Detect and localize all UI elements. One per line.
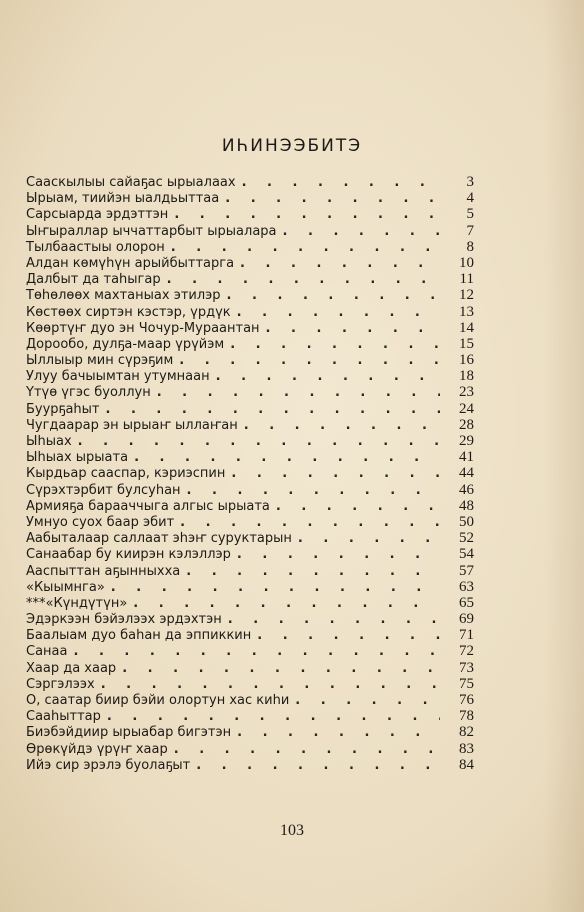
dot-leader [174,742,440,758]
toc-entry [26,563,474,579]
toc-entry-page: 15 [459,335,474,352]
toc-entry [26,174,474,190]
toc-entry-page: 52 [459,530,474,547]
toc-entry [26,190,474,206]
toc-entry-title: Санаа [26,644,68,660]
toc-entry-page: 83 [459,740,474,757]
dot-leader [295,693,440,709]
toc-entry-page: 48 [459,497,474,514]
toc-entry [26,449,474,465]
toc-entry [26,514,474,530]
page-number: 103 [280,822,304,839]
toc-entry [26,417,474,433]
toc-entry-page: 54 [459,546,474,563]
toc-entry-page: 73 [459,659,474,676]
toc-entry-page: 63 [459,578,474,595]
dot-leader [240,256,440,272]
page-edge-shadow [544,0,584,912]
toc-entry-title: Хаар да хаар [26,660,117,676]
toc-entry [26,643,474,659]
dot-leader [106,402,441,418]
toc-entry [26,401,474,417]
toc-entry-page: 28 [459,416,474,433]
toc-entry-page: 16 [459,352,474,369]
toc-entry-page: 7 [466,222,474,239]
toc-entry-page: 75 [459,675,474,692]
dot-leader [237,547,440,563]
toc-entry-page: 57 [459,562,474,579]
toc-entry-page: 72 [459,643,474,660]
toc-entry-title: Далбыт да таһыгар [26,272,161,288]
toc-entry-page: 3 [466,174,474,190]
dot-leader [237,305,440,321]
toc-entry-title: Тылбаастыы олорон [26,239,165,255]
toc-entry-title: Чугдаарар эн ырыаҥ ыллаҥан [26,417,238,433]
toc-entry-title: Сарсыарда эрдэттэн [26,207,169,223]
toc-entry [26,741,474,757]
dot-leader [242,175,440,191]
toc-entry-title: Армияҕа барааччыга алгыс ырыата [26,498,270,514]
toc-entry [26,676,474,692]
toc-entry-page: 78 [459,708,474,725]
dot-leader [134,450,440,466]
toc-entry-title: Ыҥыраллар ыччаттарбыт ырыалара [26,223,277,239]
dot-leader [230,337,440,353]
dot-leader [179,353,440,369]
toc-entry-title: Улуу бачыымтан утумнаан [26,369,210,385]
dot-leader [237,725,440,741]
toc-entry [26,595,474,611]
toc-entry-title: Биэбэйдиир ырыабар бигэтэн [26,725,232,741]
toc-entry [26,287,474,303]
toc-entry [26,579,474,595]
toc-entry [26,611,474,627]
dot-leader [283,224,440,240]
toc-entry-title: Кырдьар сааспар, кэриэспин [26,466,226,482]
dot-leader [298,531,440,547]
toc-entry-page: 84 [459,756,474,773]
contents-heading: ИҺИНЭЭБИТЭ [221,136,363,156]
dot-leader [276,499,440,515]
toc-entry-page: 14 [459,319,474,336]
toc-entry-page: 24 [459,400,474,417]
toc-entry [26,757,474,773]
toc-entry-page: 11 [459,271,474,288]
toc-entry-page: 29 [459,433,474,449]
dot-leader [187,483,440,499]
toc-entry-title: Ыһыах [26,434,72,449]
dot-leader [78,434,440,450]
toc-entry-title: Аабыталаар саллаат эһэҥ суруктарын [26,531,292,547]
toc-entry-page: 23 [459,384,474,401]
toc-entry-page: 65 [459,594,474,611]
toc-entry-page: 12 [459,287,474,304]
toc-entry-title: Үтүө үгэс буоллун [26,385,151,401]
toc-entry [26,498,474,514]
toc-entry [26,546,474,562]
toc-entry-page: 8 [466,238,474,255]
toc-entry-title: Санаабар бу киирэн кэлэллэр [26,547,231,563]
toc-entry-page: 10 [459,254,474,271]
toc-entry-title: Эдэркээн бэйэлээх эрдэхтэн [26,612,222,628]
toc-entry [26,352,474,368]
dot-leader [186,564,440,580]
toc-entry-title: Өрөкүйдэ үрүҥ хаар [26,741,168,757]
dot-leader [227,288,440,304]
toc-entry-page: 41 [459,449,474,466]
dot-leader [107,709,440,725]
dot-leader [73,644,440,660]
toc-entry-title: ***«Күндүтүн» [26,595,128,611]
contents-list [26,174,474,773]
toc-entry [26,239,474,255]
toc-entry-title: Алдан көмүһүн арыйбыттарга [26,255,235,271]
toc-entry [26,384,474,400]
toc-entry [26,271,474,287]
dot-leader [266,321,440,337]
toc-entry [26,336,474,352]
dot-leader [167,272,440,288]
dot-leader [231,466,440,482]
toc-entry-title: Ырыам, тиийэн ыалдьыттаа [26,191,220,207]
dot-leader [180,515,440,531]
toc-entry-title: Буурҕаһыт [26,401,100,417]
toc-entry-title: Ийэ сир эрэлэ буолаҕыт [26,757,191,773]
dot-leader [216,369,440,385]
toc-entry-title: Көстөөх сиртэн кэстэр, үрдүк [26,304,231,320]
toc-entry-title: «Кыымнга» [26,579,105,595]
toc-entry [26,627,474,643]
toc-entry [26,320,474,336]
dot-leader [157,385,440,401]
toc-entry-title: Сааскылыы сайаҕас ырыалаах [26,175,236,190]
toc-entry-title: О, саатар биир бэйи олортун хас киһи [26,693,290,708]
toc-entry-page: 71 [459,627,474,644]
toc-entry-page: 44 [459,465,474,482]
toc-entry-page: 46 [459,481,474,498]
toc-entry [26,482,474,498]
toc-entry-page: 82 [459,724,474,741]
toc-entry-title: Ыһыах ырыата [26,450,129,466]
toc-entry-page: 50 [459,513,474,530]
dot-leader [225,191,440,207]
toc-entry [26,255,474,271]
toc-entry-title: Көөртүҥ дуо эн Чочур-Мураантан [26,320,260,336]
dot-leader [244,418,440,434]
toc-entry-page: 76 [459,692,474,708]
toc-entry-title: Ыллыыр мин сүрэҕим [26,353,174,369]
dot-leader [111,580,440,596]
toc-entry [26,530,474,546]
toc-entry-page: 69 [459,611,474,628]
toc-entry-title: Умнуо суох баар эбит [26,514,175,530]
toc-entry-title: Сүрэхтэрбит булсуһан [26,482,181,498]
dot-leader [228,612,440,628]
toc-entry [26,692,474,708]
toc-entry [26,304,474,320]
toc-entry-title: Ааспыттан аҕынныхха [26,563,181,579]
toc-entry-title: Дорообо, дулҕа-маар үрүйэм [26,336,225,352]
toc-entry [26,223,474,239]
toc-entry [26,368,474,384]
dot-leader [133,596,440,612]
toc-entry-title: Төһөлөөх махтаныах этилэр [26,288,221,304]
toc-entry-page: 18 [459,368,474,385]
dot-leader [171,240,440,256]
toc-entry [26,465,474,481]
dot-leader [174,207,440,223]
toc-entry [26,724,474,740]
toc-entry-title: Сааһыттар [26,709,101,725]
toc-entry [26,708,474,724]
dot-leader [122,661,440,677]
dot-leader [257,628,440,644]
toc-entry-page: 13 [459,303,474,320]
toc-entry-title: Баалыам дуо баһан да эппиккин [26,628,252,644]
dot-leader [101,677,440,693]
toc-entry [26,206,474,222]
dot-leader [196,758,440,774]
toc-entry [26,660,474,676]
toc-entry-title: Сэргэлээх [26,676,95,692]
toc-entry-page: 5 [466,206,474,223]
toc-entry [26,433,474,449]
toc-entry-page: 4 [466,190,474,207]
